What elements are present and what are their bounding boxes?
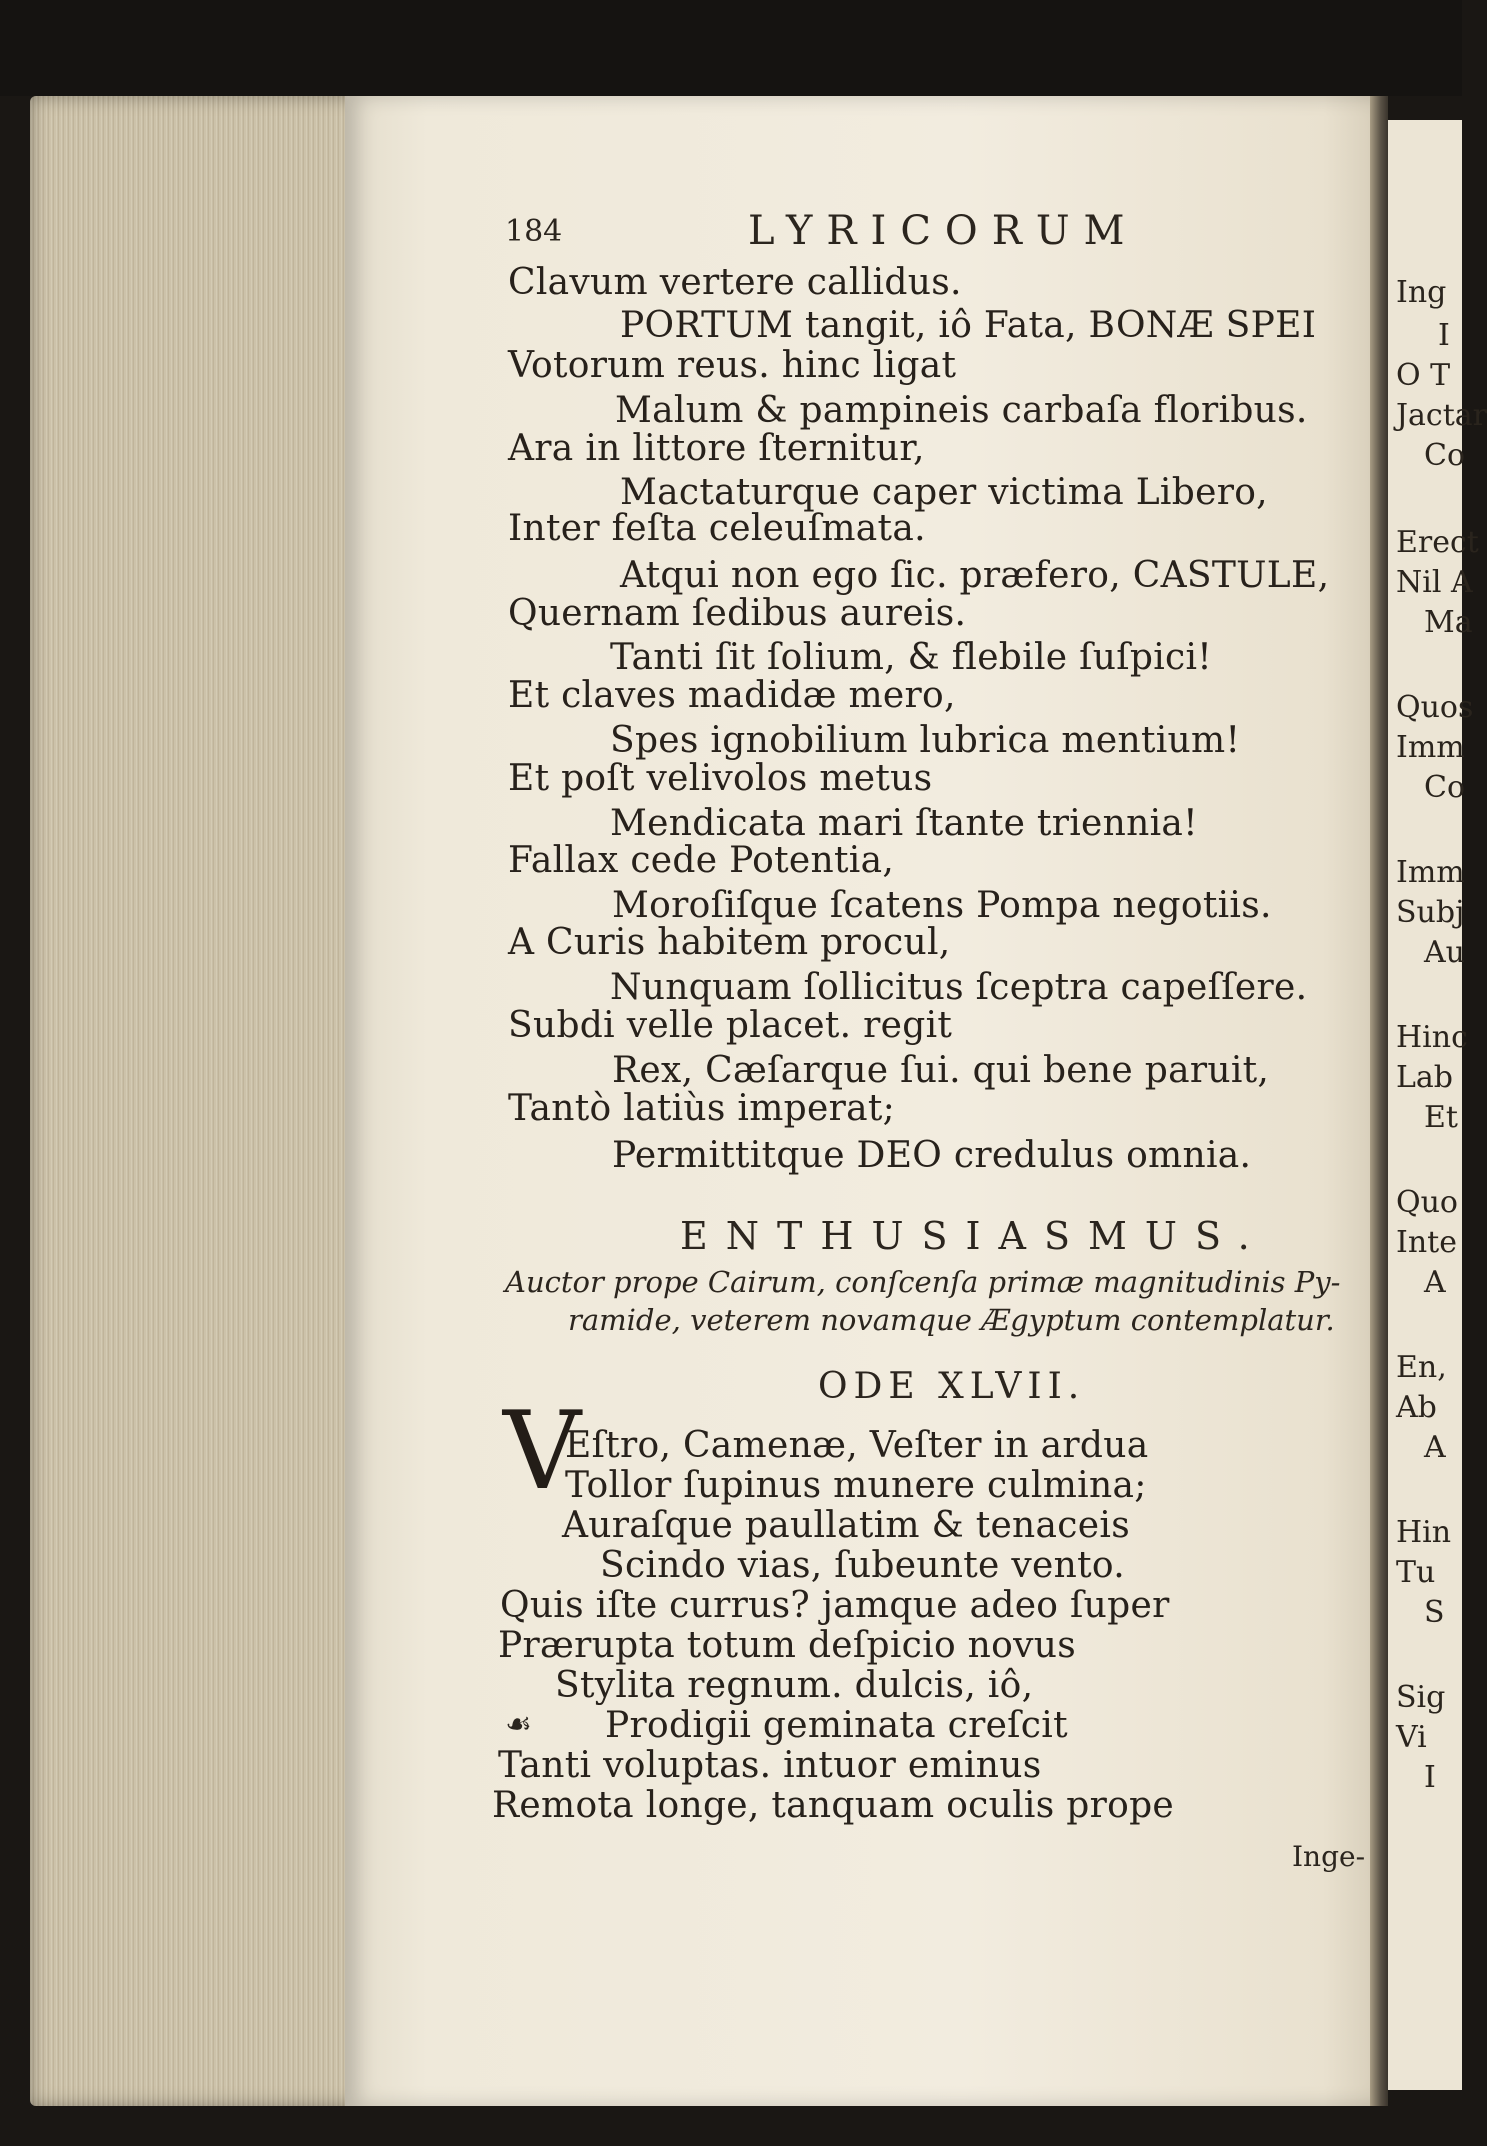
facing-text-fragment: Subj xyxy=(1396,895,1465,930)
facing-text-fragment: Hinc xyxy=(1396,1020,1468,1055)
dark-backdrop xyxy=(0,0,1462,96)
ode-line: Remota longe, tanquam oculis prope xyxy=(492,1785,1175,1826)
poem-line: Subdi velle placet. regit xyxy=(508,1005,953,1046)
facing-text-fragment: Ab xyxy=(1396,1390,1437,1425)
poem-line: Rex, Cæſarque ſui. qui bene paruit, xyxy=(612,1050,1270,1091)
poem-line: Clavum vertere callidus. xyxy=(508,262,962,303)
fleuron-ornament: ☙ xyxy=(505,1707,532,1742)
facing-text-fragment: Jactar xyxy=(1396,398,1487,433)
poem-line: Nunquam ſollicitus ſceptra capeſſere. xyxy=(610,967,1308,1008)
poem-line: Moroſiſque ſcatens Pompa negotiis. xyxy=(612,885,1272,926)
book-fore-edge xyxy=(30,96,370,2106)
section-heading: ENTHUSIASMUS. xyxy=(680,1214,1268,1258)
facing-text-fragment: En, xyxy=(1396,1350,1447,1385)
section-summary-line: Auctor prope Cairum, conſcenſa primæ magnitudinis Py- xyxy=(505,1265,1341,1299)
page-number: 184 xyxy=(505,214,563,249)
poem-line: Votorum reus. hinc ligat xyxy=(508,345,957,386)
facing-text-fragment: Au xyxy=(1424,935,1465,970)
facing-text-fragment: Co xyxy=(1424,438,1466,473)
book-gutter xyxy=(1370,96,1388,2106)
facing-text-fragment: Hin xyxy=(1396,1515,1452,1550)
facing-text-fragment: Ma xyxy=(1424,605,1473,640)
poem-line: Tanti ſit ſolium, & flebile ſuſpici! xyxy=(610,637,1213,678)
ode-line: Stylita regnum. dulcis, iô, xyxy=(555,1665,1034,1706)
poem-line: Malum & pampineis carbaſa floribus. xyxy=(615,390,1308,431)
facing-text-fragment: Tu xyxy=(1396,1555,1436,1590)
ode-line: Scindo vias, ſubeunte vento. xyxy=(600,1545,1125,1586)
facing-text-fragment: Imm xyxy=(1396,855,1465,890)
poem-line: PORTUM tangit, iô Fata, BONÆ SPEI xyxy=(620,305,1317,346)
facing-text-fragment: Erect xyxy=(1396,525,1479,560)
facing-text-fragment: Imm xyxy=(1396,730,1465,765)
facing-text-fragment: Quos xyxy=(1396,690,1474,725)
section-summary-line: ramide, veterem novamque Ægyptum contemplatur. xyxy=(568,1303,1335,1337)
facing-text-fragment: O T xyxy=(1396,358,1451,393)
poem-line: Mendicata mari ſtante triennia! xyxy=(610,803,1198,844)
poem-line: Et poſt velivolos metus xyxy=(508,758,933,799)
ode-line: Tollor ſupinus munere culmina; xyxy=(565,1465,1147,1506)
facing-text-fragment: A xyxy=(1424,1430,1446,1465)
poem-line: A Curis habitem procul, xyxy=(508,922,951,963)
ode-line: Prærupta totum deſpicio novus xyxy=(498,1625,1077,1666)
facing-text-fragment: Inte xyxy=(1396,1225,1457,1260)
facing-text-fragment: I xyxy=(1424,1760,1436,1795)
ode-title: ODE XLVII. xyxy=(818,1366,1086,1407)
facing-text-fragment: Sig xyxy=(1396,1680,1446,1715)
running-title: LYRICORUM xyxy=(748,208,1139,254)
ode-line: Quis iſte currus? jamque adeo ſuper xyxy=(500,1585,1170,1626)
drop-cap: V xyxy=(503,1389,581,1514)
poem-line: Mactaturque caper victima Libero, xyxy=(620,472,1268,513)
poem-line: Ara in littore ſternitur, xyxy=(508,428,925,469)
ode-line: Auraſque paullatim & tenaceis xyxy=(562,1505,1130,1546)
ode-line: Tanti voluptas. intuor eminus xyxy=(498,1745,1042,1786)
facing-text-fragment: Nil A xyxy=(1396,565,1473,600)
catchword: Inge- xyxy=(1292,1840,1366,1873)
facing-text-fragment: Quo xyxy=(1396,1185,1458,1220)
facing-text-fragment: Vi xyxy=(1396,1720,1427,1755)
poem-line: Inter feſta celeuſmata. xyxy=(508,508,926,549)
poem-line: Permittitque DEO credulus omnia. xyxy=(612,1135,1252,1176)
facing-text-fragment: Ing xyxy=(1396,275,1447,310)
facing-text-fragment: Lab xyxy=(1396,1060,1454,1095)
facing-text-fragment: A xyxy=(1424,1265,1446,1300)
poem-line: Spes ignobilium lubrica mentium! xyxy=(610,720,1241,761)
poem-line: Atqui non ego ſic. præfero, CASTULE, xyxy=(620,555,1330,596)
poem-line: Fallax cede Potentia, xyxy=(508,840,895,881)
facing-text-fragment: I xyxy=(1438,318,1450,353)
poem-line: Quernam ſedibus aureis. xyxy=(508,593,967,634)
ode-line: Prodigii geminata creſcit xyxy=(605,1705,1068,1746)
facing-text-fragment: Co xyxy=(1424,770,1466,805)
facing-page-fragment xyxy=(1388,120,1487,2090)
poem-line: Et claves madidæ mero, xyxy=(508,675,956,716)
facing-text-fragment: Et xyxy=(1424,1100,1458,1135)
poem-line: Tantò latiùs imperat; xyxy=(508,1088,896,1129)
facing-text-fragment: S xyxy=(1424,1595,1445,1630)
ode-line: Eſtro, Camenæ, Veſter in ardua xyxy=(565,1425,1149,1466)
